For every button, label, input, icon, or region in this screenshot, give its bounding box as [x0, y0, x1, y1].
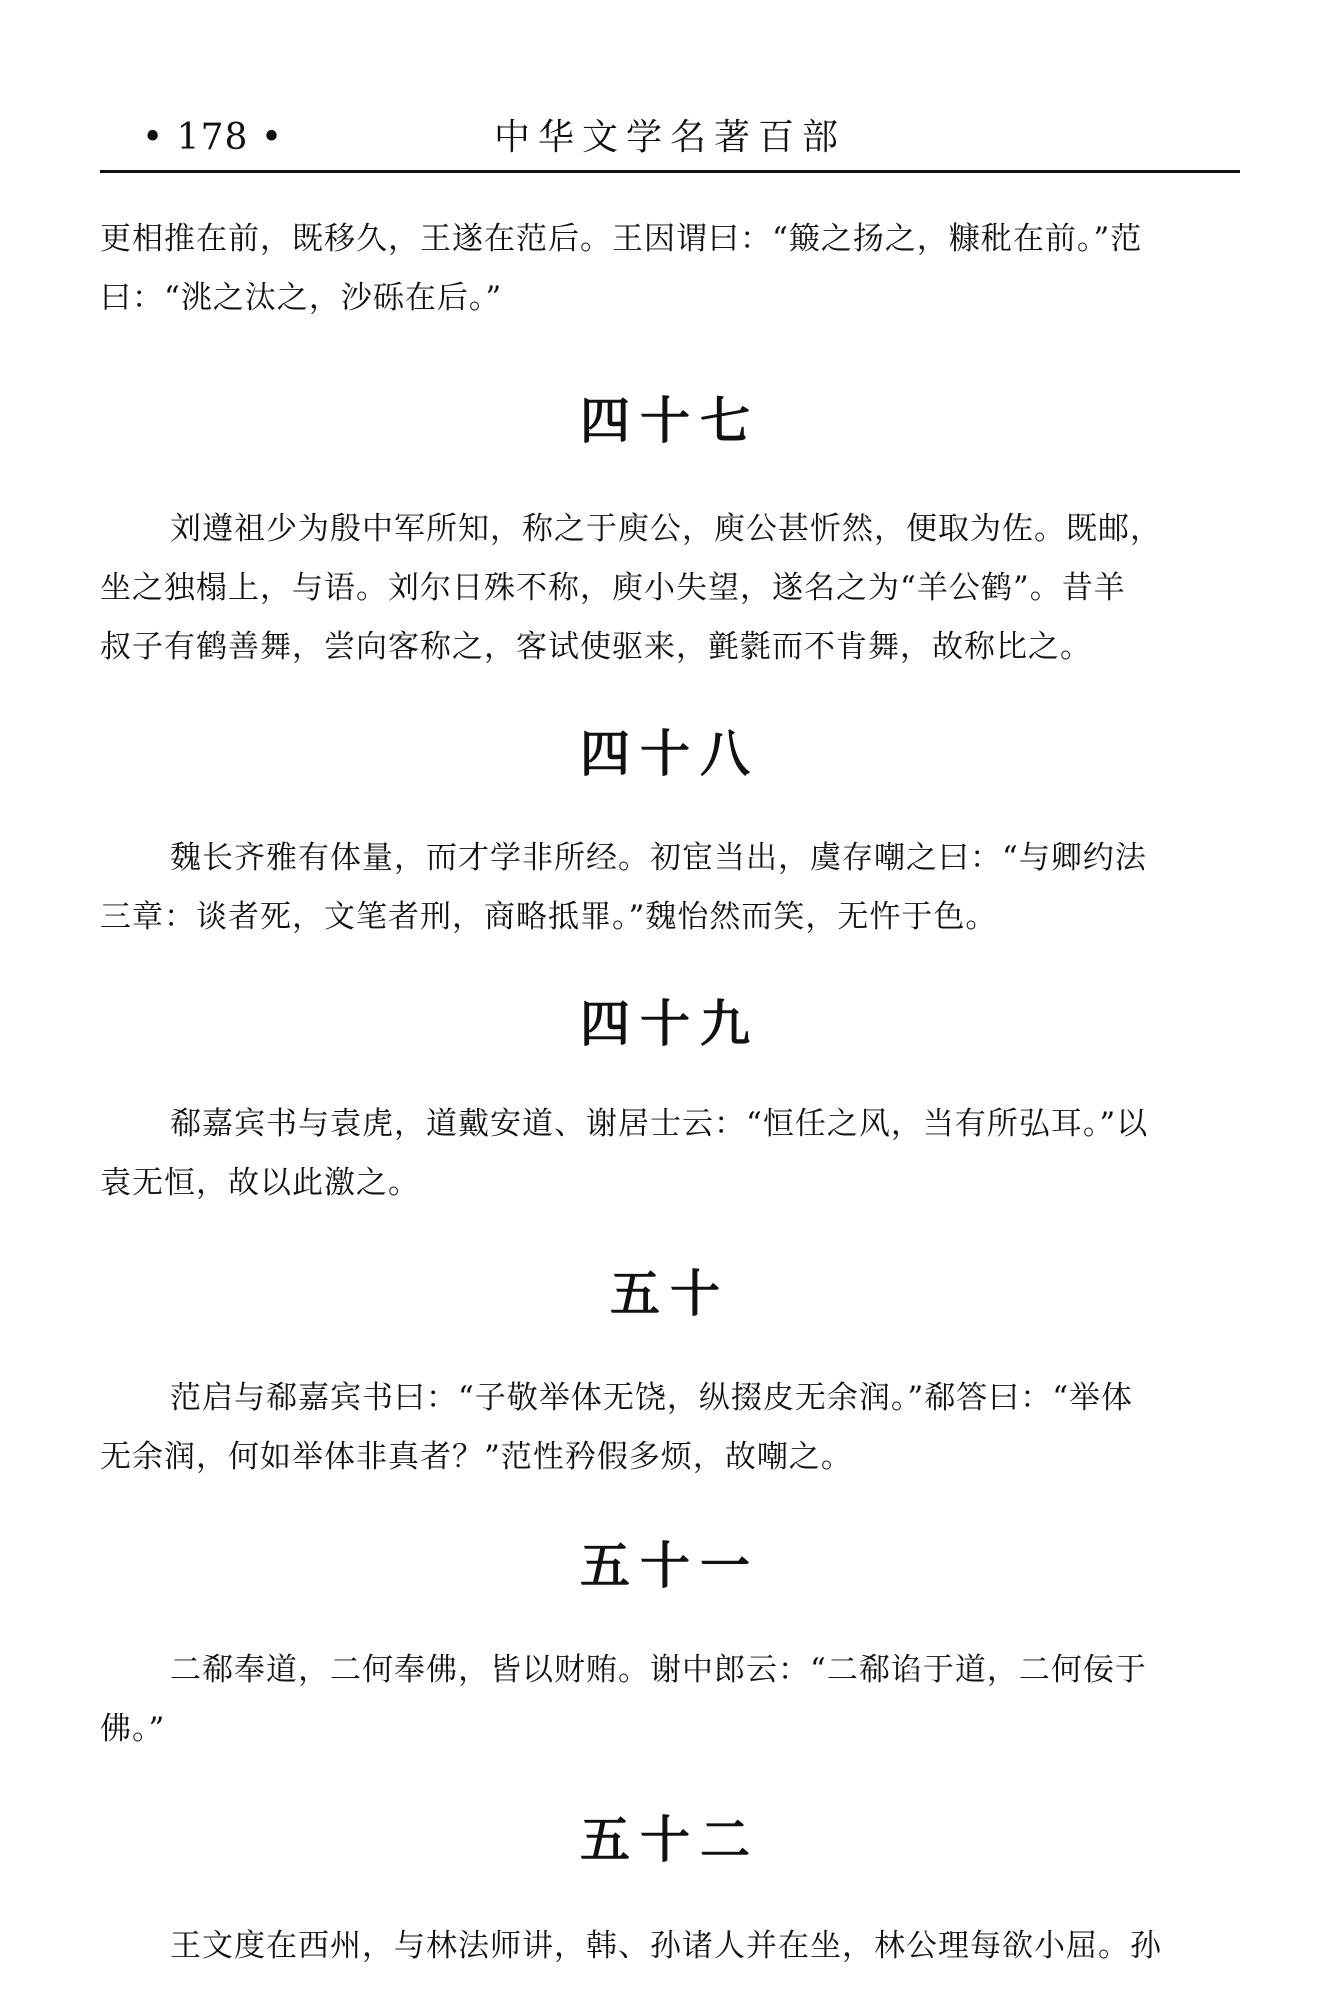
section-52 — [100, 1805, 1240, 1976]
text-line: 坐之独榻上，与语。刘尔日殊不称，庾小失望，遂名之为“羊公鹤”。昔羊 — [100, 570, 1126, 606]
paragraph — [100, 1917, 1240, 1976]
text-line: 曰：“洮之汰之，沙砾在后。” — [100, 280, 503, 316]
page-number: • 178 • — [142, 117, 284, 158]
section-50 — [100, 1259, 1240, 1487]
paragraph — [100, 1095, 1240, 1213]
text-line: 刘遵祖少为殷中军所知，称之于庾公，庾公甚忻然，便取为佐。既邮， — [170, 511, 1162, 547]
text-line: 袁无恒，故以此激之。 — [100, 1165, 420, 1201]
page-content — [100, 210, 1240, 1976]
text-line: 魏长齐雅有体量，而才学非所经。初宦当出，虞存嘲之曰：“与卿约法 — [170, 840, 1147, 876]
section-47 — [100, 386, 1240, 677]
section-heading: 四十八 — [580, 725, 760, 783]
paragraph — [100, 1369, 1240, 1487]
book-title: 中华文学名著百部 — [493, 117, 846, 158]
paragraph — [100, 500, 1240, 677]
section-48 — [100, 719, 1240, 947]
text-line: 更相推在前，既移久，王遂在范后。王因谓曰：“簸之扬之，糠秕在前。”范 — [100, 221, 1143, 257]
section-intro — [100, 210, 1240, 328]
paragraph — [100, 1641, 1240, 1759]
text-line: 范启与郗嘉宾书曰：“子敬举体无饶，纵掇皮无余润。”郗答曰：“举体 — [170, 1380, 1134, 1416]
section-heading: 五十 — [610, 1265, 730, 1323]
text-line: 无余润，何如举体非真者？”范性矜假多烦，故嘲之。 — [100, 1439, 853, 1475]
paragraph-continued — [100, 210, 1240, 328]
paragraph — [100, 829, 1240, 947]
text-line: 郗嘉宾书与袁虎，道戴安道、谢居士云：“恒任之风，当有所弘耳。”以 — [170, 1106, 1149, 1142]
header-divider — [100, 170, 1240, 173]
page-header — [100, 108, 1240, 168]
section-heading: 四十七 — [580, 392, 760, 450]
book-page — [100, 0, 1240, 1997]
section-heading: 五十一 — [580, 1537, 760, 1595]
text-line: 王文度在西州，与林法师讲，韩、孙诸人并在坐，林公理每欲小屈。孙 — [170, 1928, 1162, 1964]
section-heading: 五十二 — [580, 1811, 760, 1869]
section-heading: 四十九 — [580, 995, 760, 1053]
text-line: 三章：谈者死，文笔者刑，商略抵罪。”魏怡然而笑，无忤于色。 — [100, 899, 998, 935]
section-51 — [100, 1531, 1240, 1759]
text-line: 叔子有鹤善舞，尝向客称之，客试使驱来，氃氋而不肯舞，故称比之。 — [100, 629, 1092, 665]
section-49 — [100, 989, 1240, 1213]
text-line: 佛。” — [100, 1711, 166, 1747]
text-line: 二郗奉道，二何奉佛，皆以财贿。谢中郎云：“二郗谄于道，二何佞于 — [170, 1652, 1147, 1688]
